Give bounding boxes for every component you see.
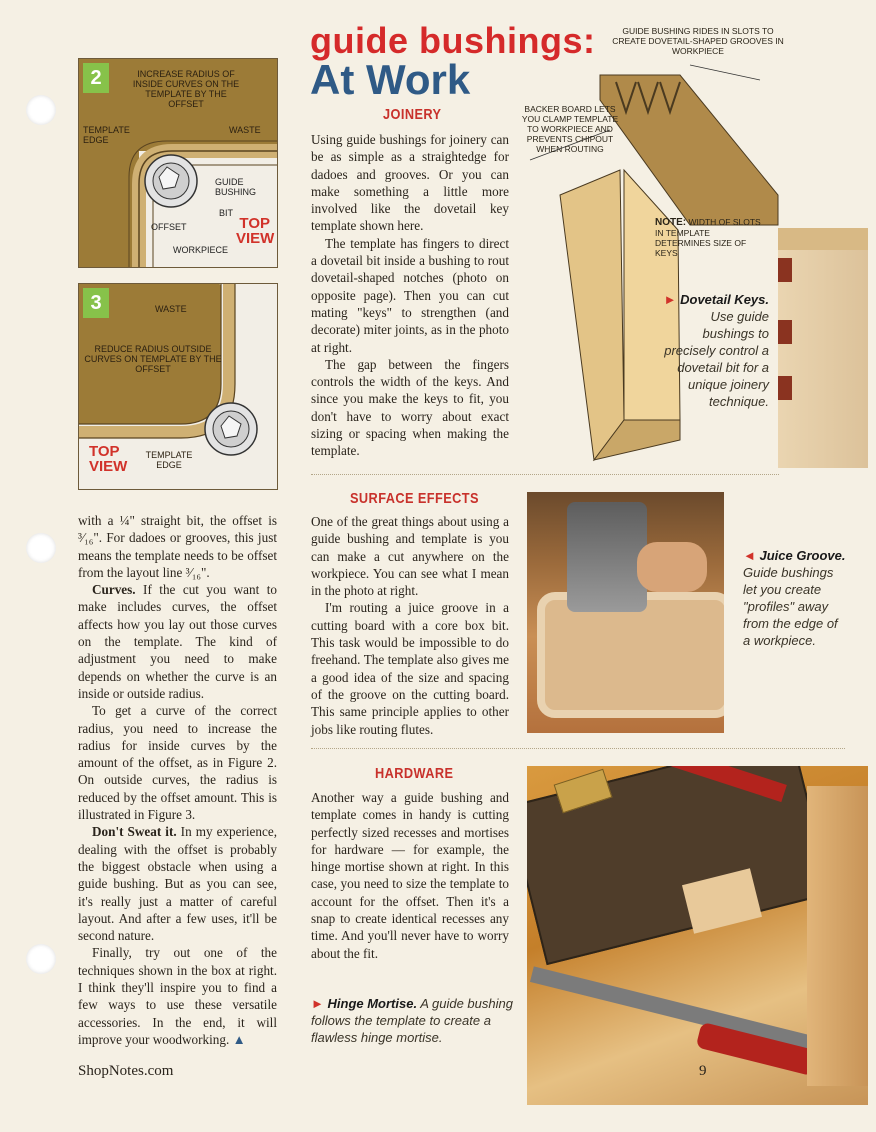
paragraph: The gap between the fingers controls the width of the keys. And since you make the keys to fit, you don't have to worry about exact sizing or spacing when making the template. — [311, 356, 509, 459]
article-title-line1: guide bushings: — [310, 20, 596, 61]
hardware-text — [311, 789, 509, 962]
paragraph-text: In my experience, dealing with the offset is probably the biggest obstacle when using a guide bushing. But as you can see, it's really just a matter of careful layout. And after a few uses, it'll be second nature. — [78, 824, 277, 944]
run-in-head: Don't Sweat it. — [92, 824, 177, 840]
label-template-edge: TEMPLATE EDGE — [145, 450, 193, 470]
caption-head: Dovetail Keys. — [680, 292, 769, 307]
section-heading-hardware: HARDWARE — [375, 765, 454, 782]
label-waste: WASTE — [229, 125, 261, 135]
paragraph: with a ¼" straight bit, the offset is ³⁄₁₆". For dadoes or grooves, this just means the template needs to be offset from the layout line ³⁄₁₆". — [78, 513, 277, 580]
dovetail-keys-photo — [778, 228, 868, 468]
view-text: VIEW — [89, 458, 128, 475]
paragraph — [78, 581, 277, 702]
figure-number: 2 — [83, 63, 109, 93]
top-text: TOP — [89, 443, 120, 460]
note-head: NOTE: — [655, 217, 687, 228]
caption-text: Guide bushings let you create "profiles" away from the edge of a workpiece. — [743, 565, 838, 648]
end-mark-icon: ▲ — [232, 1031, 246, 1047]
label-workpiece: WORKPIECE — [173, 245, 229, 255]
caption-text: A guide bushing follows the template to create a flawless hinge mortise. — [311, 996, 513, 1045]
paragraph: Using guide bushings for joinery can be as simple as a straightedge for dadoes and grooves. Or you can make something a little more involved like the dovetail key template shown here. — [311, 132, 509, 234]
dovetail-keys-caption — [663, 291, 769, 410]
paragraph — [78, 823, 277, 944]
binder-hole — [26, 533, 56, 563]
arrow-left-icon: ◄ — [743, 548, 756, 563]
joinery-text — [311, 131, 509, 460]
label-template-edge: TEMPLATE EDGE — [83, 125, 130, 145]
paragraph: One of the great things about using a guide bushing and template is you can make a cut anywhere on the workpiece. You can see what I mean in the photo at right. — [311, 514, 509, 599]
paragraph: I'm routing a juice groove in a cutting board with a core box bit. This task would be impossible to do freehand. The template also gives me a good idea of the size and spacing of the groove on the cutting board. This same principle applies to other jobs like routing flutes. — [311, 600, 509, 737]
hinge-mortise-photo — [527, 766, 868, 1105]
paragraph-text: If the cut you want to make includes curves, the offset affects how you lay out those curves on the template. The kind of adjustment you need to make depends on whether the curve is an inside or outside radius. — [78, 582, 277, 701]
juice-groove-photo — [527, 492, 724, 733]
caption-head: Hinge Mortise. — [327, 996, 418, 1011]
label-reduce-radius: REDUCE RADIUS OUTSIDE CURVES ON TEMPLATE BY THE OFFSET — [84, 344, 222, 374]
section-heading-surface-effects: SURFACE EFFECTS — [350, 490, 479, 507]
label-guide-bushing: GUIDE BUSHING — [215, 177, 257, 197]
top-view-label — [236, 215, 275, 247]
label-waste: WASTE — [155, 304, 187, 314]
footer-site: ShopNotes.com — [78, 1063, 174, 1079]
label-bit: BIT — [219, 208, 234, 218]
paragraph — [78, 944, 277, 1048]
caption-head: Juice Groove. — [759, 548, 846, 563]
annotation-guide-bushing: GUIDE BUSHING RIDES IN SLOTS TO CREATE DOVETAIL-SHAPED GROOVES IN WORKPIECE — [612, 26, 784, 56]
section-heading-joinery: JOINERY — [383, 106, 442, 123]
paragraph: To get a curve of the correct radius, you need to increase the radius for inside curves by the amount of the offset, as in Figure 2. On outside curves, the radius is reduced by the offset amount. This is illustrated in Figure 3. — [78, 703, 277, 823]
page-number: 9 — [699, 1063, 707, 1079]
arrow-right-icon: ► — [311, 996, 324, 1011]
divider — [311, 474, 779, 475]
paragraph: Another way a guide bushing and template comes in handy is cutting perfectly sized recesses and mortises for hardware — for example, the hinge mortise shown at right. In this case, you need to size the template to account for the offset. Then it's a snap to create identical recesses any time. And you'll never have to worry about the fit. — [311, 790, 509, 961]
juice-groove-caption — [743, 547, 848, 649]
label-increase-radius: INCREASE RADIUS OF INSIDE CURVES ON THE TEMPLATE BY THE OFFSET — [132, 69, 240, 109]
article-title-line2: At Work — [310, 56, 471, 103]
figure-3 — [78, 283, 278, 490]
paragraph: The template has fingers to direct a dovetail bit inside a bushing to rout dovetail-shaped notches (photo on opposite page). Then you can cut mating "keys" to strengthen (and decorate) miter joints, as in the photo at right. — [311, 235, 509, 355]
hinge-mortise-caption — [311, 995, 513, 1046]
caption-text: Use guide bushings to precisely control a dovetail bit for a unique joinery technique. — [664, 309, 769, 409]
view-text: VIEW — [236, 230, 275, 247]
figure-2 — [78, 58, 278, 268]
divider — [311, 748, 845, 749]
binder-hole — [26, 944, 56, 974]
note-text: WIDTH OF SLOTS IN TEMPLATE DETERMINES SIZE OF KEYS — [655, 217, 761, 258]
arrow-right-icon: ► — [663, 292, 677, 307]
top-view-label — [89, 444, 127, 474]
label-offset: OFFSET — [151, 222, 187, 232]
annotation-backer-board: BACKER BOARD LETS YOU CLAMP TEMPLATE TO WORKPIECE AND PREVENTS CHIPOUT WHEN ROUTING — [521, 104, 619, 154]
left-column-text — [78, 512, 277, 1048]
top-text: TOP — [239, 215, 270, 232]
surface-effects-text — [311, 513, 509, 738]
run-in-head: Curves. — [92, 582, 136, 598]
paragraph-text: Finally, try out one of the techniques shown in the box at right. I think they'll inspire you to find a few ways to use these versatile accessories. In the end, it will improve your woodworking. — [78, 945, 277, 1047]
annotation-note — [655, 217, 765, 258]
binder-hole — [26, 95, 56, 125]
figure-number: 3 — [83, 288, 109, 318]
